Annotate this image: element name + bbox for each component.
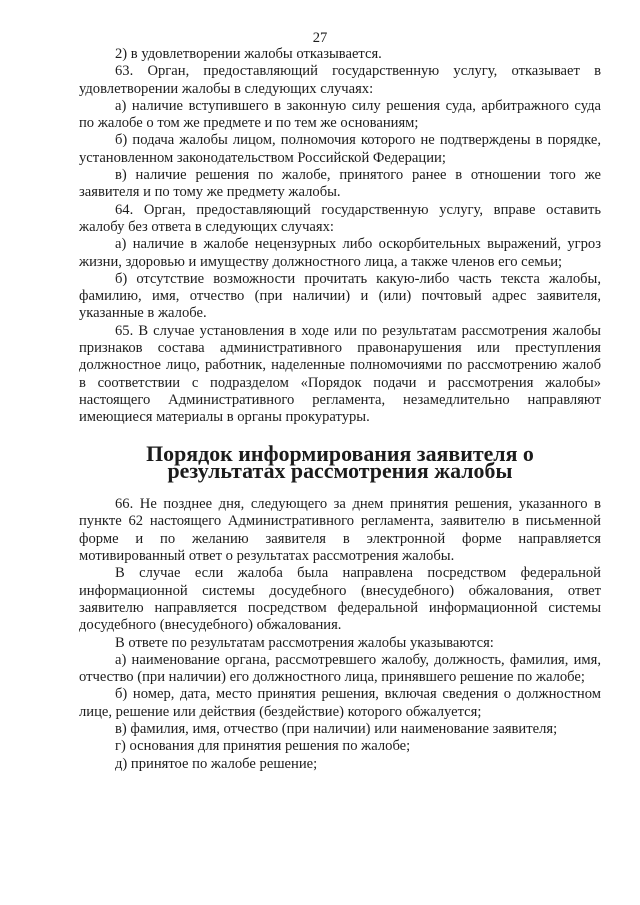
paragraph-answer-d: д) принятое по жалобе решение; (115, 755, 318, 772)
paragraph-answer-g: г) основания для принятия решения по жалобе; (115, 738, 411, 755)
paragraph-63: 63. Орган, предоставляющий государственную услугу, отказывает в удовлетворении жалобы в следующих случаях: (79, 63, 601, 97)
paragraph-answer-a: а) наименование органа, рассмотревшего жалобу, должность, фамилия, имя, отчество (при наличии) его должностного лица, принявшего решение по жалобе; (79, 651, 601, 686)
paragraph-65: 65. В случае установления в ходе или по результатам рассмотрения жалобы признаков состава административного правонарушения или преступления должностное лицо, работник, наделенные полномочиями по рассмотрению жалоб в соответствии с подразделом «Порядок подачи и рассмотрения жалобы» настоящего Административного регламента, незамедлительно направляют имеющиеся материалы в органы прокуратуры. (79, 322, 601, 426)
paragraph-66: 66. Не позднее дня, следующего за днем принятия решения, указанного в пункте 62 настоящего Административного регламента, заявителю в письменной форме и по желанию заявителя в электронной форме направляется мотивированный ответ о результатах рассмотрения жалобы. (79, 496, 601, 565)
paragraph-63-a: а) наличие вступившего в законную силу решения суда, арбитражного суда по жалобе о том же предмете и по тем же основаниям; (79, 97, 601, 132)
paragraph-63-b: б) подача жалобы лицом, полномочия которого не подтверждены в порядке, установленном законодательством Российской Федерации; (79, 132, 601, 166)
document-body (79, 46, 601, 773)
paragraph-federal-system: В случае если жалоба была направлена посредством федеральной информационной системы досудебного (внесудебного) обжалования, ответ заявителю направляется посредством федеральной информационной системы досудебного (внесудебного) обжалования. (79, 565, 601, 634)
paragraph-item-2-refusal: 2) в удовлетворении жалобы отказывается. (115, 46, 382, 62)
paragraph-answer-b: б) номер, дата, место принятия решения, включая сведения о должностном лице, решение или действия (бездействие) которого обжалуется; (79, 686, 601, 720)
paragraph-answer-contents: В ответе по результатам рассмотрения жалобы указываются: (115, 634, 494, 651)
paragraph-63-v: в) наличие решения по жалобе, принятого ранее в отношении того же заявителя и по тому же предмету жалобы. (79, 167, 601, 201)
section-heading: Порядок информирования заявителя о результатах рассмотрения жалобы (146, 440, 534, 483)
paragraph-answer-v: в) фамилия, имя, отчество (при наличии) или наименование заявителя; (115, 720, 558, 737)
paragraph-64-b: б) отсутствие возможности прочитать какую-либо часть текста жалобы, фамилию, имя, отчество (при наличии) и (или) почтовый адрес заявителя, указанные в жалобе. (79, 270, 601, 322)
page-number: 27 (312, 30, 328, 46)
paragraph-64-a: а) наличие в жалобе нецензурных либо оскорбительных выражений, угроз жизни, здоровью и имуществу должностного лица, а также членов его семьи; (79, 236, 601, 270)
paragraph-64: 64. Орган, предоставляющий государственную услугу, вправе оставить жалобу без ответа в следующих случаях: (79, 201, 601, 235)
